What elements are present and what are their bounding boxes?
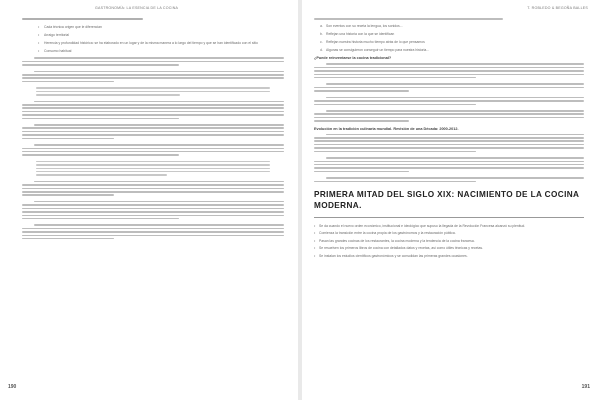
- paragraph: [22, 124, 284, 139]
- section-divider: [314, 217, 584, 218]
- list-item: • Se instalan los estudios científicos gastronómicos y se consolidan las primeras grandes ocasiones.: [314, 254, 468, 259]
- paragraph: [22, 71, 284, 83]
- list-item: • Consumo habitual: [38, 49, 72, 54]
- left-page-number: 190: [8, 384, 17, 390]
- intro-line: [314, 18, 503, 20]
- paragraph: [22, 57, 284, 65]
- paragraph: [22, 181, 284, 196]
- paragraph: [22, 101, 284, 119]
- list-item: • Se da cuando el nuevo orden económico, institucional e ideológico que supuso la llegada de la Revolución Francesa alcanzó su plenitud.: [314, 223, 526, 228]
- block-quote: [22, 87, 284, 95]
- paragraph: [314, 83, 584, 91]
- list-item: b. Reflejan una historia con la que se identifican: [320, 32, 395, 37]
- list-item: • Herencia y profundidad histórica: se ha elaborado en un lugar y de la misma manera a lo largo del tiempo y que se han identificado con el sitio: [38, 41, 258, 46]
- list-item: • Cada técnica origen que le diferencian: [38, 25, 102, 30]
- subheading: ¿Puede reinventarse la cocina tradicional?: [314, 56, 392, 61]
- list-item: • Comienza la transición entre la cocina propia de los gastrónomos y la restauración pública.: [314, 231, 456, 236]
- paragraph: [22, 224, 284, 239]
- right-content: [314, 18, 584, 262]
- left-content: [22, 18, 284, 244]
- right-page: [302, 0, 600, 400]
- paragraph: [314, 63, 584, 78]
- list-item: • Se resuelven los primeros libros de cocina con detallados datos y recetas, así como útiles técnicas y recetas.: [314, 246, 483, 251]
- list-item: a. Son eventos con su receta la lengua, los sonidos...: [320, 24, 403, 29]
- list-item: d. Algunas se consiguieron conseguir un tiempo para nuestra historia...: [320, 48, 430, 53]
- list-item: • Arraigo territorial: [38, 33, 70, 38]
- intro-line: [22, 18, 143, 20]
- right-running-head: T. ROBLEDO & BEGOÑA BALLES: [527, 6, 588, 10]
- block-quote: [22, 161, 284, 176]
- section-title: PRIMERA MITAD DEL SIGLO XIX: NACIMIENTO DE LA COCINA MODERNA.: [314, 190, 580, 210]
- subheading: Evolución en la tradición culinaria mundial. Revisión de una Década: 2000-2012.: [314, 126, 459, 131]
- list-item: c. Reflejan nuestra historia mucho tiempo atrás de lo que pensamos: [320, 40, 425, 45]
- paragraph: [314, 134, 584, 152]
- list-item: • Pasan las grandes cocinas de los restaurantes, la cocina moderna y la tendencia de la cocina francesa.: [314, 238, 475, 243]
- right-page-number: 191: [581, 384, 590, 390]
- paragraph: [314, 97, 584, 105]
- paragraph: [314, 157, 584, 172]
- paragraph: [22, 201, 284, 219]
- paragraph: [22, 144, 284, 156]
- paragraph: [314, 110, 584, 122]
- paragraph: [314, 177, 584, 182]
- left-page: [0, 0, 298, 400]
- left-running-head: GASTRONOMÍA: LA ESENCIA DE LA COCINA: [95, 6, 179, 10]
